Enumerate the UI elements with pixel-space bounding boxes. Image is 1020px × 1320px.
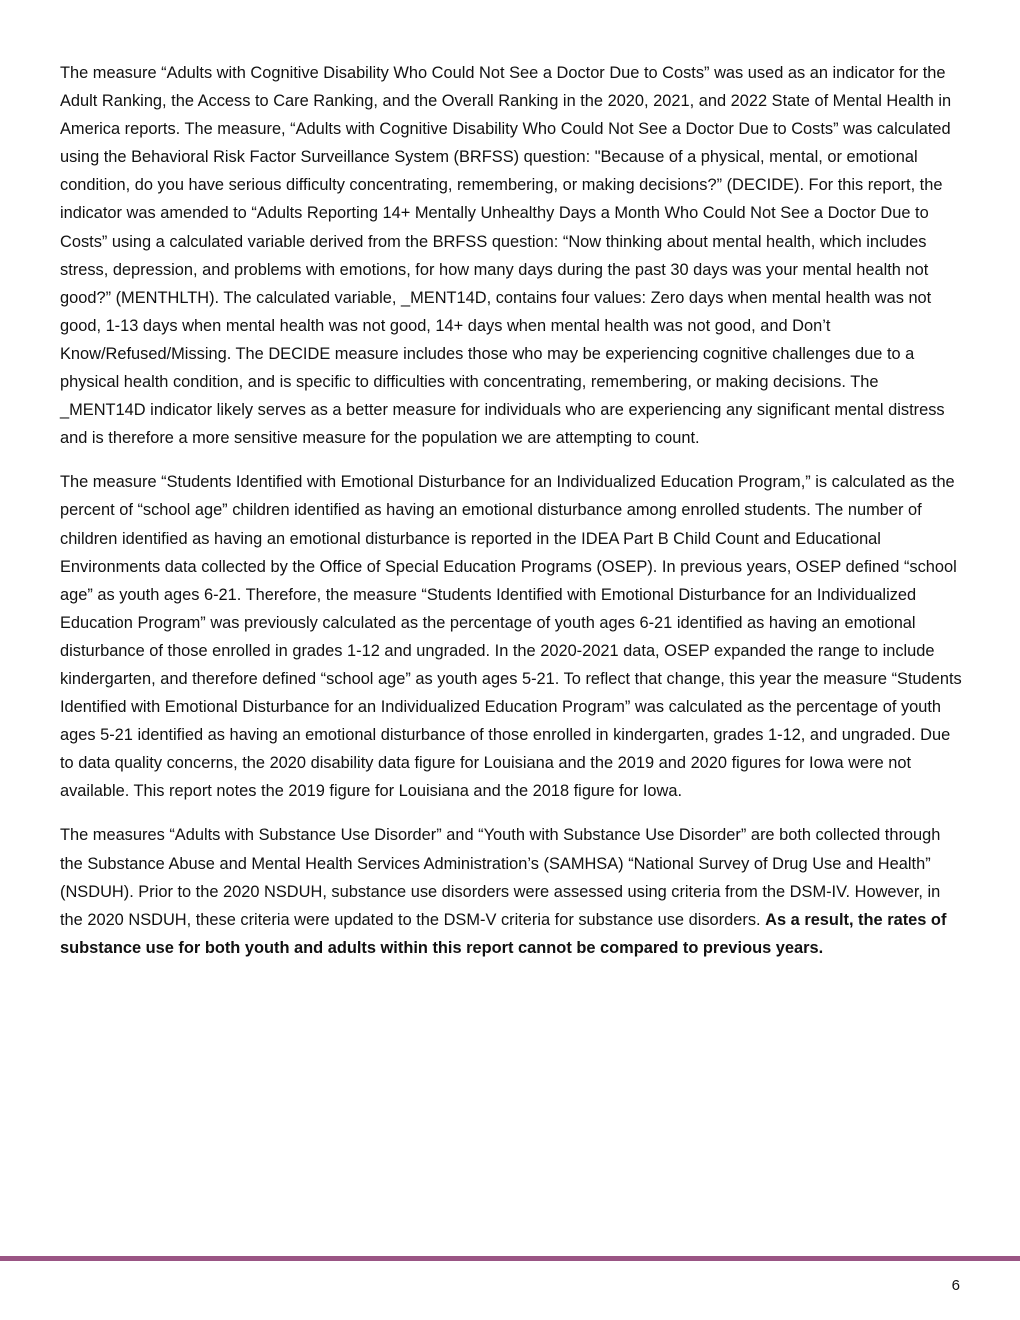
document-body [60,59,964,978]
paragraph-emotional-disturbance-measure [60,468,964,805]
paragraph-text: The measures “Adults with Substance Use Disorder” and “Youth with Substance Use Disorder” are both collected through the Substance Abuse and Mental Health Services Administration’s (SAMHSA) “National Survey of Drug Use and Health” (NSDUH). Prior to the 2020 NSDUH, substance use disorders were assessed using criteria from the DSM-IV. However, in the 2020 NSDUH, these criteria were updated to the DSM-V criteria for substance use disorders. [60,826,941,929]
paragraph-substance-use-measure [60,821,964,961]
paragraph-bold-note: As a result, the rates of substance use for both youth and adults within this report cannot be compared to previous years. [60,910,947,957]
page-number: 6 [951,1277,960,1294]
paragraph-text: The measure “Adults with Cognitive Disability Who Could Not See a Doctor Due to Costs” was used as an indicator for the Adult Ranking, the Access to Care Ranking, and the Overall Ranking in the 2020, 2021, and 2022 State of Mental Health in America reports. The measure, “Adults with Cognitive Disability Who Could Not See a Doctor Due to Costs” was calculated using the Behavioral Risk Factor Surveillance System (BRFSS) question: "Because of a physical, mental, or emotional condition, do you have serious difficulty concentrating, remembering, or making decisions?” (DECIDE). For this report, the indicator was amended to “Adults Reporting 14+ Mentally Unhealthy Days a Month Who Could Not See a Doctor Due to Costs” using a calculated variable derived from the BRFSS question: “Now thinking about mental health, which includes stress, depression, and problems with emotions, for how many days during the past 30 days was your mental health not good?” (MENTHLTH). The calculated variable, _MENT14D, contains four values: Zero days when mental health was not good, 1-13 days when mental health was not good, 14+ days when mental health was not good, and Don’t Know/Refused/Missing. The DECIDE measure includes those who may be experiencing cognitive challenges due to a physical health condition, and is specific to difficulties with concentrating, remembering, or making decisions. The _MENT14D indicator likely serves as a better measure for individuals who are experiencing any significant mental distress and is therefore a more sensitive measure for the population we are attempting to count. [60,64,952,448]
paragraph-text: The measure “Students Identified with Emotional Disturbance for an Individualized Education Program,” is calculated as the percent of “school age” children identified as having an emotional disturbance among enrolled students. The number of children identified as having an emotional disturbance is reported in the IDEA Part B Child Count and Educational Environments data collected by the Office of Special Education Programs (OSEP). In previous years, OSEP defined “school age” as youth ages 6-21. Therefore, the measure “Students Identified with Emotional Disturbance for an Individualized Education Program” was previously calculated as the percentage of youth ages 6-21 identified as having an emotional disturbance of those enrolled in grades 1-12 and ungraded. In the 2020-2021 data, OSEP expanded the range to include kindergarten, and therefore defined “school age” as youth ages 5-21. To reflect that change, this year the measure “Students Identified with Emotional Disturbance for an Individualized Education Program” was calculated as the percentage of youth ages 5-21 identified as having an emotional disturbance of those enrolled in kindergarten, grades 1-12, and ungraded. Due to data quality concerns, the 2020 disability data figure for Louisiana and the 2019 and 2020 figures for Iowa were not available. This report notes the 2019 figure for Louisiana and the 2018 figure for Iowa. [60,473,962,801]
footer-divider [0,1256,1020,1261]
paragraph-cognitive-disability-measure [60,59,964,452]
